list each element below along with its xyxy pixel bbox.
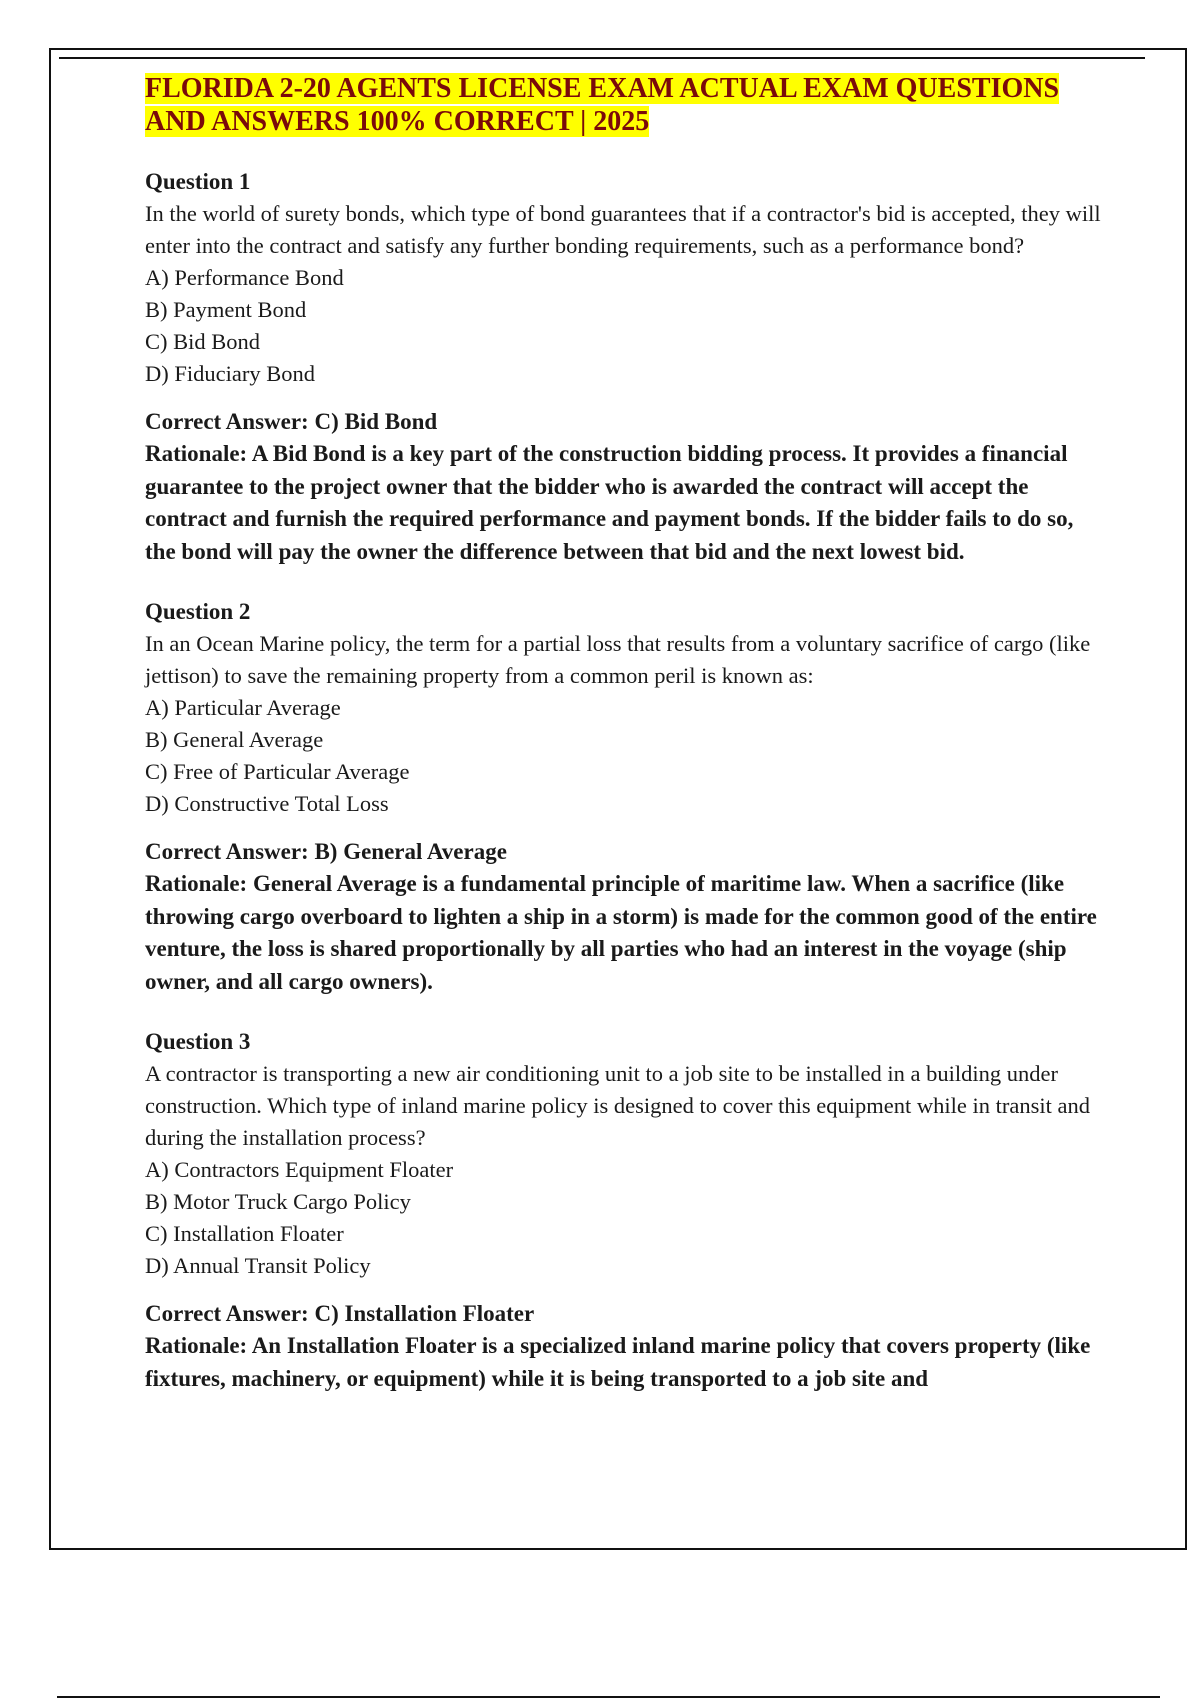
option-c: C) Installation Floater — [145, 1221, 344, 1246]
question-heading: Question 2 — [145, 599, 251, 624]
option-a: A) Contractors Equipment Floater — [145, 1157, 454, 1182]
rationale: Rationale: An Installation Floater is a specialized inland marine policy that covers property (like fixtures, machinery, or equipment) while it is being transported to a job site and — [145, 1333, 1091, 1391]
option-a: A) Particular Average — [145, 695, 341, 720]
title-line-2: AND ANSWERS 100% CORRECT | 2025 — [145, 106, 650, 137]
option-c: C) Free of Particular Average — [145, 759, 410, 784]
document-content — [145, 72, 1105, 1395]
bottom-rule — [57, 1696, 1160, 1698]
rationale: Rationale: General Average is a fundamental principle of maritime law. When a sacrifice (like throwing cargo overboard to lighten a ship in a storm) is made for the common good of the entire venture, the loss is shared proportionally by all parties who had an interest in the voyage (ship owner, and all cargo owners). — [145, 871, 1097, 994]
question-3 — [145, 1026, 1105, 1395]
options-list — [145, 262, 1105, 390]
answer-block — [145, 1298, 1105, 1395]
option-b: B) Motor Truck Cargo Policy — [145, 1189, 411, 1214]
title-line-1: FLORIDA 2-20 AGENTS LICENSE EXAM ACTUAL EXAM QUESTIONS — [145, 73, 1060, 104]
correct-answer: Correct Answer: C) Bid Bond — [145, 409, 438, 434]
answer-block — [145, 406, 1105, 568]
question-text: In an Ocean Marine policy, the term for a partial loss that results from a voluntary sacrifice of cargo (like jettison) to save the remaining property from a common peril is known as: — [145, 631, 1091, 688]
options-list — [145, 692, 1105, 820]
question-heading: Question 1 — [145, 169, 251, 194]
question-text: In the world of surety bonds, which type of bond guarantees that if a contractor's bid is accepted, they will enter into the contract and satisfy any further bonding requirements, such as a performance bond? — [145, 201, 1101, 258]
option-d: D) Fiduciary Bond — [145, 361, 315, 386]
correct-answer: Correct Answer: C) Installation Floater — [145, 1301, 535, 1326]
option-c: C) Bid Bond — [145, 329, 261, 354]
question-1 — [145, 166, 1105, 568]
option-d: D) Annual Transit Policy — [145, 1253, 371, 1278]
correct-answer: Correct Answer: B) General Average — [145, 839, 507, 864]
top-rule — [59, 57, 1145, 59]
question-heading: Question 3 — [145, 1029, 251, 1054]
option-b: B) General Average — [145, 727, 324, 752]
question-2 — [145, 596, 1105, 998]
option-a: A) Performance Bond — [145, 265, 344, 290]
answer-block — [145, 836, 1105, 998]
rationale: Rationale: A Bid Bond is a key part of the construction bidding process. It provides a financial guarantee to the project owner that the bidder who is awarded the contract will accept the contract and furnish the required performance and payment bonds. If the bidder fails to do so, the bond will pay the owner the difference between that bid and the next lowest bid. — [145, 441, 1074, 564]
options-list — [145, 1154, 1105, 1282]
question-text: A contractor is transporting a new air conditioning unit to a job site to be installed in a building under construction. Which type of inland marine policy is designed to cover this equipment while in transit and during the installation process? — [145, 1061, 1090, 1150]
document-title — [145, 72, 1105, 138]
option-d: D) Constructive Total Loss — [145, 791, 389, 816]
option-b: B) Payment Bond — [145, 297, 307, 322]
